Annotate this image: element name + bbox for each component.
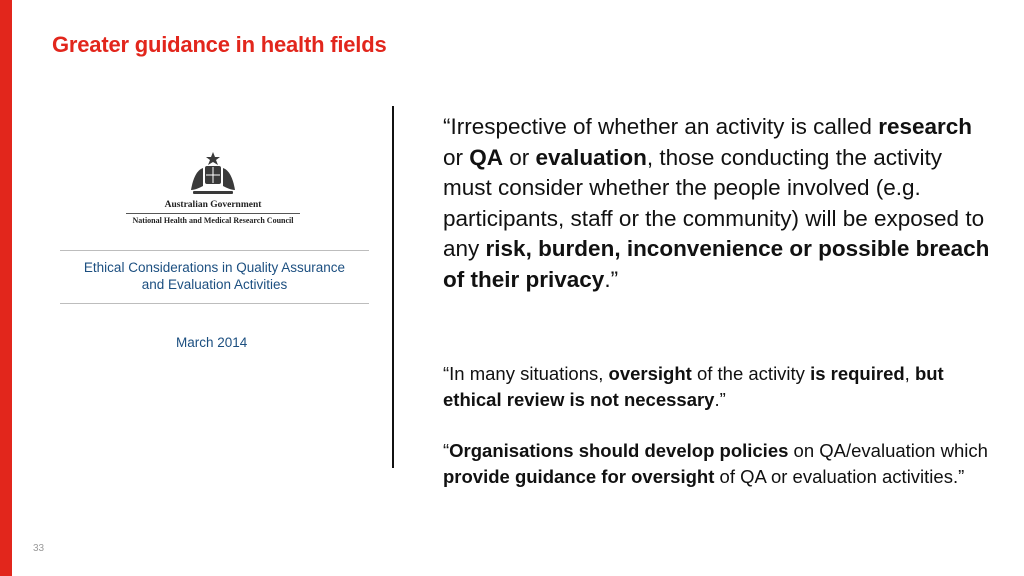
government-name: Australian Government xyxy=(164,200,262,210)
quote-1-text-3: or xyxy=(503,144,536,170)
quote-1-text-1: “Irrespective of whether an activity is called xyxy=(443,114,879,139)
coat-of-arms-icon xyxy=(183,150,243,198)
quote-3-text-1: “ xyxy=(443,440,450,461)
quote-3-bold-1: Organisations should develop policies xyxy=(449,440,789,461)
quote-1-bold-1: research xyxy=(878,114,973,139)
quote-3-bold-2: provide guidance for oversight xyxy=(443,465,715,487)
quote-2-bold-3: but ethical review is not necessary xyxy=(443,363,944,410)
cover-rule-top xyxy=(60,250,369,251)
quote-3-text-3: of QA or evaluation activities.” xyxy=(714,465,965,487)
quote-3-text-2: on QA/evaluation which xyxy=(788,440,988,461)
quote-1 xyxy=(443,112,993,296)
cover-title-line-2: and Evaluation Activities xyxy=(141,277,288,292)
cover-document-title xyxy=(60,259,369,293)
quote-2 xyxy=(443,361,993,412)
vertical-divider xyxy=(392,106,394,468)
quote-2-text-1: “In many situations, xyxy=(443,363,609,384)
slide-title: Greater guidance in health fields xyxy=(52,32,387,57)
cover-title-line-1: Ethical Considerations in Quality Assurance xyxy=(83,260,346,275)
quote-1-text-5: .” xyxy=(604,266,619,292)
quote-3 xyxy=(443,438,993,489)
cover-rule-bottom xyxy=(60,303,369,304)
page-number: 33 xyxy=(33,543,45,554)
quote-1-bold-3: evaluation xyxy=(535,144,647,170)
quote-2-text-2: of the activity xyxy=(691,363,811,384)
cover-date: March 2014 xyxy=(176,335,248,350)
quote-2-bold-1: oversight xyxy=(608,363,692,384)
quote-1-text-2: or xyxy=(443,144,470,170)
quote-1-bold-4: risk, burden, inconvenience or possible breach of their privacy xyxy=(443,236,990,292)
council-name: National Health and Medical Research Council xyxy=(132,216,294,225)
quote-2-bold-2: is required xyxy=(810,363,905,384)
quote-1-bold-2: QA xyxy=(469,144,504,170)
quote-1-text-4: , those conducting the activity must consider whether the people involved (e.g. participants, staff or the community) will be exposed to any xyxy=(443,144,985,262)
government-rule xyxy=(126,213,300,214)
quote-2-text-3: , xyxy=(904,363,915,384)
quote-2-text-4: .” xyxy=(714,388,726,410)
accent-bar xyxy=(0,0,12,576)
